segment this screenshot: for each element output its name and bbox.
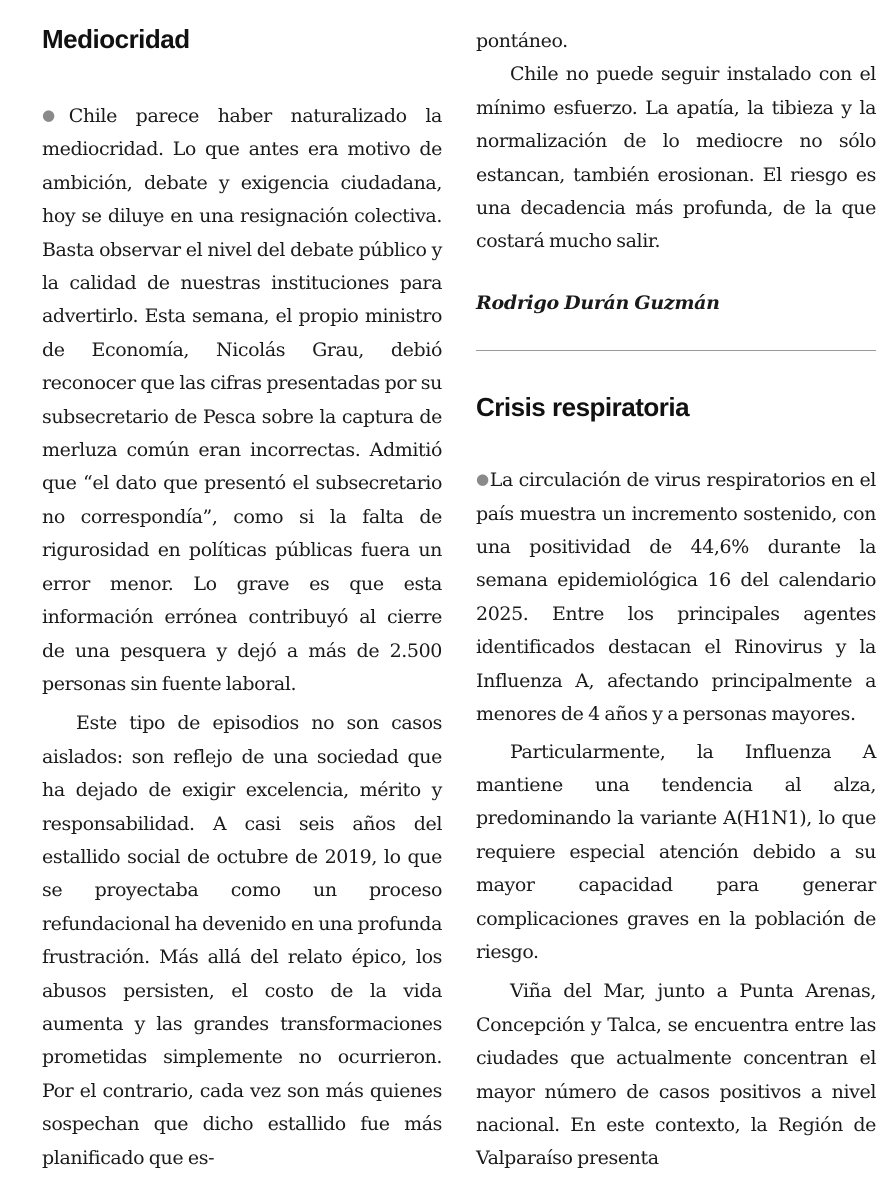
paragraph-mediocridad-1: ●Chile parece haber naturalizado la mediocridad. Lo que antes era motivo de ambición, debate y exigencia ciudadana, hoy se diluye en una resignación colectiva. Basta observar el nivel del debate público y la calidad de nuestras instituciones para advertirlo. Esta semana, el propio ministro de Economía, Nicolás Grau, debió reconocer que las cifras presentadas por su subsecretario de Pesca sobre la captura de merluza común eran incorrectas. Admitió que “el dato que presentó el subsecretario no correspondía”, como si la falta de rigurosidad en políticas públicas fuera un error menor. Lo grave es que esta información errónea contribuyó al cierre de una pesquera y dejó a más de 2.500 personas sin fuente laboral.	[42, 105, 442, 695]
editorial-title-crisis: Crisis respiratoria	[476, 392, 690, 423]
left-column	[42, 0, 442, 1175]
paragraph-crisis-1: ●La circulación de virus respiratorios en el país muestra un incremento sostenido, con una positividad de 44,6% durante la semana epidemiológica 16 del calendario 2025. Entre los principales agentes identificados destacan el Rinovirus y la Influenza A, afectando principalmente a menores de 4 años y a personas mayores.	[476, 469, 876, 726]
paragraph-mediocridad-3: Chile no puede seguir instalado con el mínimo esfuerzo. La apatía, la tibieza y la normalización de lo mediocre no sólo estancan, también erosionan. El riesgo es una decadencia más profunda, de la que costará mucho salir.	[476, 63, 876, 253]
right-column	[476, 0, 876, 1176]
paragraph-crisis-2: Particularmente, la Influenza A mantiene una tendencia al alza, predominando la variante A(H1N1), lo que requiere especial atención debido a su mayor capacidad para generar complicaciones graves en la población de riesgo.	[476, 740, 876, 963]
editorial-title-mediocridad: Mediocridad	[42, 24, 190, 54]
paragraph-crisis-3: Viña del Mar, junto a Punta Arenas, Concepción y Talca, se encuentra entre las ciudades que actualmente concentran el mayor número de casos positivos a nivel nacional. En este contexto, la Región de Valparaíso presenta	[476, 980, 876, 1170]
paragraph-continuation: pontáneo.	[476, 30, 568, 52]
bullet-icon: ●	[476, 470, 490, 489]
section-divider	[476, 350, 876, 351]
bullet-icon: ●	[42, 106, 69, 124]
paragraph-mediocridad-2: Este tipo de episodios no son casos aislados: son reflejo de una sociedad que ha dejado de exigir excelencia, mérito y responsabilidad. A casi seis años del estallido social de octubre de 2019, lo que se proyectaba como un proceso refundacional ha devenido en una profunda frustración. Más allá del relato épico, los abusos persisten, el costo de la vida aumenta y las grandes transformaciones prometidas simplemente no ocurrieron. Por el contrario, cada vez son más quienes sospechan que dicho estallido fue más planificado que es-	[42, 712, 442, 1169]
author-signature: Rodrigo Durán Guzmán	[476, 291, 720, 314]
